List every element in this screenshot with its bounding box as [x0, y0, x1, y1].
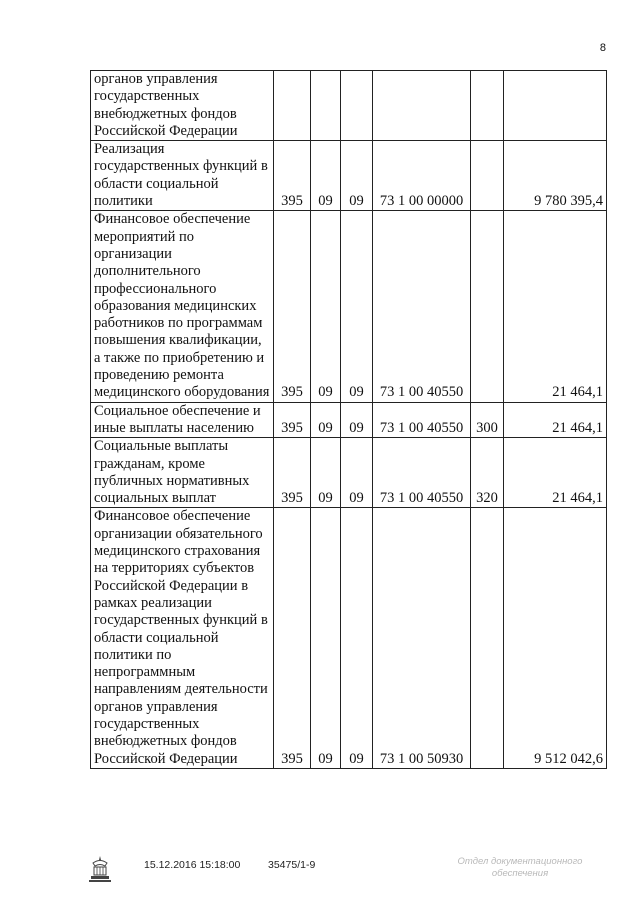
row-sum: 9 512 042,6: [504, 508, 607, 768]
row-name: Реализация государственных функций в области социальной политики: [91, 141, 274, 211]
row-gr: 395: [274, 438, 311, 508]
row-csr: 73 1 00 40550: [373, 438, 471, 508]
row-pr: 09: [341, 141, 373, 211]
row-pr: 09: [341, 438, 373, 508]
row-rz: [311, 71, 341, 141]
table-row: [91, 402, 607, 438]
row-csr: 73 1 00 50930: [373, 508, 471, 768]
row-name: Финансовое обеспечение мероприятий по организации дополнительного профессионального образования медицинских работников по программам повышения квалификации, а также по приобретению и проведению ремонта медицинского оборудования: [91, 211, 274, 402]
footer-stamp: Отдел документационного обеспечения: [457, 856, 583, 879]
row-sum: 9 780 395,4: [504, 141, 607, 211]
row-sum: 21 464,1: [504, 438, 607, 508]
row-vr: 300: [471, 402, 504, 438]
footer-datetime: 15.12.2016 15:18:00: [144, 859, 241, 871]
row-gr: [274, 71, 311, 141]
row-csr: [373, 71, 471, 141]
row-sum: 21 464,1: [504, 402, 607, 438]
budget-table: [90, 70, 607, 769]
row-vr: [471, 508, 504, 768]
row-vr: 320: [471, 438, 504, 508]
row-pr: 09: [341, 508, 373, 768]
row-csr: 73 1 00 00000: [373, 141, 471, 211]
table-row: [91, 438, 607, 508]
row-name: органов управления государственных внебюджетных фондов Российской Федерации: [91, 71, 274, 141]
table-row: [91, 508, 607, 768]
row-pr: 09: [341, 211, 373, 402]
row-gr: 395: [274, 402, 311, 438]
row-rz: 09: [311, 402, 341, 438]
row-csr: 73 1 00 40550: [373, 211, 471, 402]
row-gr: 395: [274, 508, 311, 768]
row-rz: 09: [311, 211, 341, 402]
row-name: Социальное обеспечение и иные выплаты населению: [91, 402, 274, 438]
row-name: Социальные выплаты гражданам, кроме публичных нормативных социальных выплат: [91, 438, 274, 508]
emblem-icon: [88, 854, 112, 884]
table-row: [91, 141, 607, 211]
row-pr: [341, 71, 373, 141]
row-sum: 21 464,1: [504, 211, 607, 402]
row-csr: 73 1 00 40550: [373, 402, 471, 438]
row-sum: [504, 71, 607, 141]
row-vr: [471, 71, 504, 141]
row-pr: 09: [341, 402, 373, 438]
row-vr: [471, 211, 504, 402]
table-row: [91, 211, 607, 402]
footer-document-number: 35475/1-9: [268, 859, 316, 871]
page-number: 8: [599, 42, 606, 54]
row-name: Финансовое обеспечение организации обязательного медицинского страхования на территориях субъектов Российской Федерации в рамках реализации государственных функций в области социальной политики по непрограммным направлениям деятельности органов управления государственных внебюджетных фондов Российской Федерации: [91, 508, 274, 768]
row-vr: [471, 141, 504, 211]
row-gr: 395: [274, 211, 311, 402]
row-rz: 09: [311, 141, 341, 211]
row-gr: 395: [274, 141, 311, 211]
table-row: [91, 71, 607, 141]
document-footer: [0, 858, 640, 888]
row-rz: 09: [311, 508, 341, 768]
row-rz: 09: [311, 438, 341, 508]
